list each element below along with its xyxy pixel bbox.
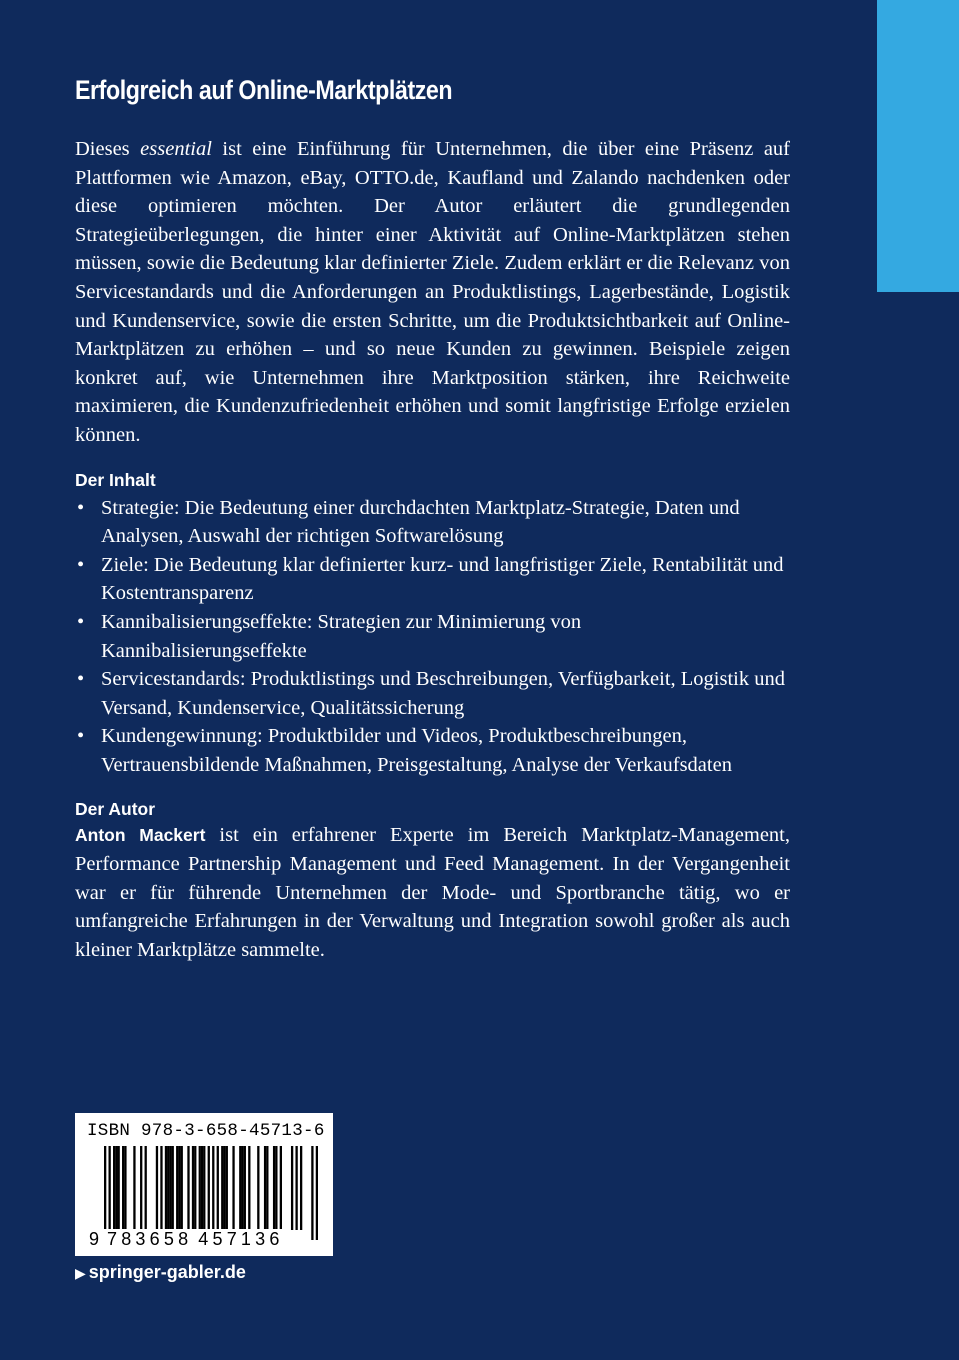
contents-list (75, 494, 790, 780)
barcode-bar (273, 1146, 275, 1230)
barcode-first-digit: 9 (89, 1229, 100, 1249)
contents-heading: Der Inhalt (75, 469, 156, 490)
barcode-bar (104, 1146, 106, 1240)
barcode-bar (241, 1146, 243, 1230)
publisher-link[interactable] (75, 1262, 246, 1283)
barcode-bar (232, 1146, 234, 1230)
list-item (75, 494, 790, 551)
barcode-bar (118, 1146, 120, 1230)
publisher-url: springer-gabler.de (88, 1262, 246, 1282)
intro-text-rest: ist eine Einführung für Unternehmen, die über eine Präsenz auf Plattformen wie Amazon, eBay, OTTO.de, Kaufland und Zalando nachdenken oder diese optimieren möchten. Der Autor erläutert die grundlegenden Strategieüberlegungen, die hinter einer Aktivität auf Online-Marktplätzen stehen müssen, sowie die Bedeutung klar definierter Ziele. Zudem erklärt er die Relevanz von Servicestandards und die Anforderungen an Produktlistings, Lagerbestände, Logistik und Kundenservice, sowie die ersten Schritte, um die Produktsichtbarkeit auf Online-Marktplätzen zu erhöhen – und so neue Kunden zu gewinnen. Beispiele zeigen konkret auf, wie Unternehmen ihre Marktposition stärken, ihre Reichweite maximieren, die Kundenzufriedenheit erhöhen und somit langfristige Erfolge erzielen können. (75, 138, 791, 446)
list-item (75, 722, 790, 779)
isbn-barcode (75, 1113, 333, 1256)
barcode-bar (212, 1146, 214, 1240)
arrow-right-icon: ▶ (75, 1265, 86, 1281)
bullet-marker: • (77, 553, 85, 576)
barcode-bar (264, 1146, 266, 1230)
barcode-bar (133, 1146, 135, 1230)
barcode-bar (208, 1146, 210, 1240)
list-item-text: Kundengewinnung: Produktbilder und Videos, Produktbeschreibungen, Vertrauensbildende Maßnahmen, Preisgestaltung, Analyse der Verkaufsdaten (101, 725, 732, 776)
list-item (75, 551, 790, 608)
list-item-text: Strategie: Die Bedeutung einer durchdachten Marktplatz-Strategie, Daten und Analysen, Auswahl der richtigen Softwarelösung (101, 496, 740, 548)
barcode-bar (248, 1146, 250, 1230)
barcode-bar (201, 1146, 203, 1230)
barcode-bar (311, 1146, 313, 1240)
barcode-bar (275, 1146, 277, 1230)
bullet-marker: • (77, 668, 85, 691)
barcode-bar (156, 1146, 158, 1230)
barcode-bar (300, 1146, 302, 1230)
barcode-bar (113, 1146, 115, 1230)
accent-bar (877, 0, 959, 292)
barcode-bar (221, 1146, 223, 1230)
list-item (75, 665, 790, 722)
book-title: Erfolgreich auf Online-Marktplätzen (75, 75, 453, 105)
intro-emphasis: essential (140, 138, 212, 160)
barcode-bar (187, 1146, 189, 1230)
barcode-bar (223, 1146, 225, 1230)
barcode-bar (115, 1146, 117, 1230)
barcode-bar (217, 1146, 219, 1230)
barcode-bar (178, 1146, 180, 1230)
list-item-text: Servicestandards: Produktlistings und Beschreibungen, Verfügbarkeit, Logistik und Versand, Kundenservice, Qualitätssicherung (101, 668, 785, 719)
barcode-bar (257, 1146, 259, 1230)
barcode-bar (122, 1146, 124, 1230)
isbn-label: ISBN 978-3-658-45713-6 (87, 1121, 325, 1141)
barcode-right-digits: 457136 (198, 1229, 284, 1249)
author-name: Anton Mackert (75, 825, 206, 846)
barcode-bar (124, 1146, 126, 1230)
barcode-bar (169, 1146, 171, 1230)
author-paragraph (75, 821, 790, 964)
barcode-bar (192, 1146, 194, 1230)
author-heading: Der Autor (75, 799, 156, 820)
barcode-bar (266, 1146, 268, 1230)
barcode-bar (194, 1146, 196, 1230)
bullet-marker: • (77, 610, 85, 633)
list-item-text: Kannibalisierungseffekte: Strategien zur Minimierung von Kannibalisierungseffekte (101, 610, 582, 662)
intro-paragraph (75, 135, 790, 450)
barcode-bars (104, 1146, 318, 1240)
barcode-bar (109, 1146, 111, 1240)
back-cover-content (75, 72, 790, 964)
barcode-bar (167, 1146, 169, 1230)
barcode-bar (295, 1146, 297, 1230)
bullet-marker: • (77, 725, 85, 748)
barcode-bar (140, 1146, 142, 1230)
barcode-bar (244, 1146, 246, 1230)
barcode-bar (226, 1146, 228, 1230)
list-item-text: Ziele: Die Bedeutung klar definierter kurz- und langfristiger Ziele, Rentabilität und Kostentransparenz (101, 553, 784, 605)
barcode-bar (199, 1146, 201, 1230)
barcode-bar (316, 1146, 318, 1240)
barcode-bar (280, 1146, 282, 1230)
barcode-bar (176, 1146, 178, 1230)
author-bio: ist ein erfahrener Experte im Bereich Marktplatz-Management, Performance Partnership Management und Feed Management. In der Vergangenheit war er für führende Unternehmen der Mode- und Sportbranche tätig, wo er umfangreiche Erfahrungen in der Verwaltung und Integration sowohl großer als auch kleiner Marktplätze sammelte. (75, 824, 790, 961)
barcode-bar (181, 1146, 183, 1230)
barcode-bar (165, 1146, 167, 1230)
barcode-bar (172, 1146, 174, 1230)
barcode-bar (239, 1146, 241, 1230)
barcode-bar (203, 1146, 205, 1230)
barcode-bar (160, 1146, 162, 1230)
list-item (75, 608, 790, 665)
barcode-bar (145, 1146, 147, 1230)
barcode-bar (291, 1146, 293, 1230)
barcode-digits (87, 1229, 286, 1250)
bullet-marker: • (77, 496, 85, 519)
intro-text-start: Dieses (75, 138, 141, 160)
barcode-left-digits: 783658 (107, 1229, 193, 1249)
